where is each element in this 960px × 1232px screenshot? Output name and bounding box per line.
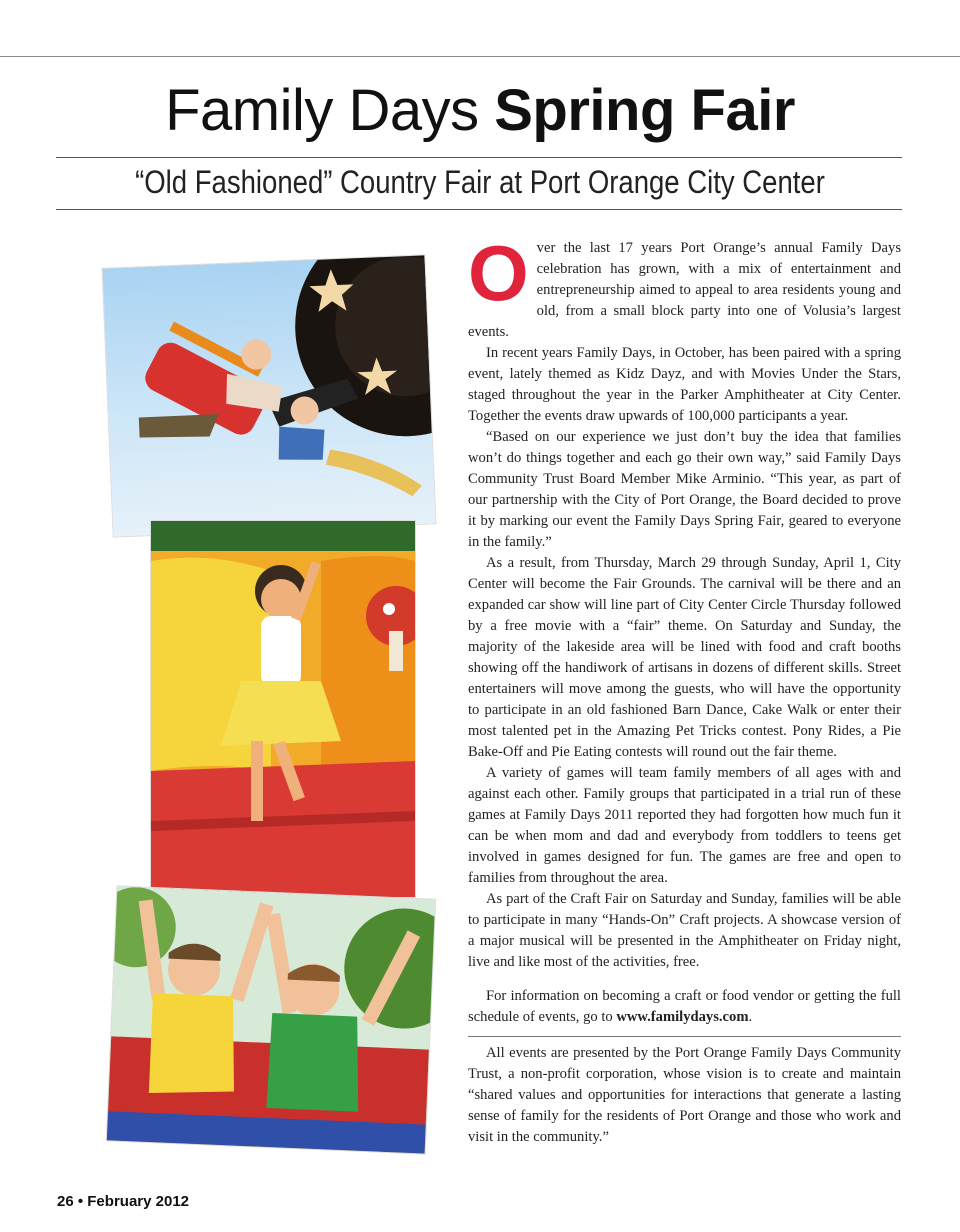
drop-cap: O — [468, 229, 529, 317]
paragraph-8: All events are presented by the Port Orange Family Days Community Trust, a non-profit corporation, whose vision is to create and maintain “shared values and opportunities for interactions that generate a lasting sense of family for the residents of Port Orange and those who work and visit in the community.” — [468, 1045, 901, 1145]
page-title — [0, 78, 960, 144]
page-footer: 26 • February 2012 — [57, 1193, 189, 1210]
photo-cheering-kids — [107, 886, 435, 1153]
title-regular: Family Days — [165, 78, 479, 143]
top-rule — [0, 56, 960, 57]
photo-bounce-house — [151, 521, 415, 897]
paragraph-6: As part of the Craft Fair on Saturday and Sunday, families will be able to participate in many “Hands-On” Craft projects. A showcase version of a major musical will be presented in the Amphitheater on Friday night, live and like most of the activities, free. — [468, 891, 901, 970]
title-rule-top — [56, 157, 902, 158]
paragraph-7-end: . — [748, 1009, 753, 1025]
paragraph-3: “Based on our experience we just don’t buy the idea that families won’t do things together and each go their own way,” said Family Days Community Trust Board Member Mike Arminio. “This year, as part of our partnership with the City of Port Orange, the Board decided to prove it by marking our event the Family Days Spring Fair, geared to everyone in the family.” — [468, 429, 901, 550]
paragraph-2: In recent years Family Days, in October, has been paired with a spring event, lately themed as Kidz Dayz, and with Movies Under the Stars, staged throughout the year in the Parker Amphitheater at City Center. Together the events draw upwards of 100,000 participants a year. — [468, 345, 901, 424]
paragraph-7-text: For information on becoming a craft or food vendor or getting the full schedule of events, go to — [468, 988, 901, 1025]
title-rule-bottom — [56, 209, 902, 210]
article-body — [468, 229, 901, 1148]
title-bold: Spring Fair — [494, 78, 795, 143]
page-subtitle: “Old Fashioned” Country Fair at Port Orange City Center — [135, 164, 825, 200]
paragraph-7 — [468, 986, 901, 1028]
paragraph-5: A variety of games will team family members of all ages with and against each other. Family groups that participated in a trial run of these games at Family Days 2011 reported they had forgotten how much fun it can be when mom and dad and everybody from toddlers to teens get involved in games designed for fun. The games are free and open to families from throughout the area. — [468, 765, 901, 886]
closing-rule — [468, 1036, 901, 1037]
website-link[interactable]: www.familydays.com — [616, 1009, 749, 1025]
paragraph-1-text: ver the last 17 years Port Orange’s annual Family Days celebration has grown, with a mix of entertainment and entrepreneurship aimed to appeal to area residents young and old, from a small block party into one of Volusia’s largest events. — [468, 240, 901, 340]
photo-swing-ride — [103, 255, 436, 536]
paragraph-1 — [468, 229, 901, 343]
paragraph-4: As a result, from Thursday, March 29 through Sunday, April 1, City Center will become the Fair Grounds. The carnival will be there and an expanded car show will line part of City Center Circle Thursday followed by a free movie with a “fair” theme. On Saturday and Sunday, the majority of the lakeside area will be lined with food and craft booths showing off the handiwork of artisans in dozens of different skills. Street entertainers will move among the guests, who will have the opportunity to participate in an old fashioned Barn Dance, Cake Walk or enter their most talented pet in the Amazing Pet Tricks contest. Pony Rides, a Pie Bake-Off and Pie Eating contests will round out the fair theme. — [468, 555, 901, 760]
